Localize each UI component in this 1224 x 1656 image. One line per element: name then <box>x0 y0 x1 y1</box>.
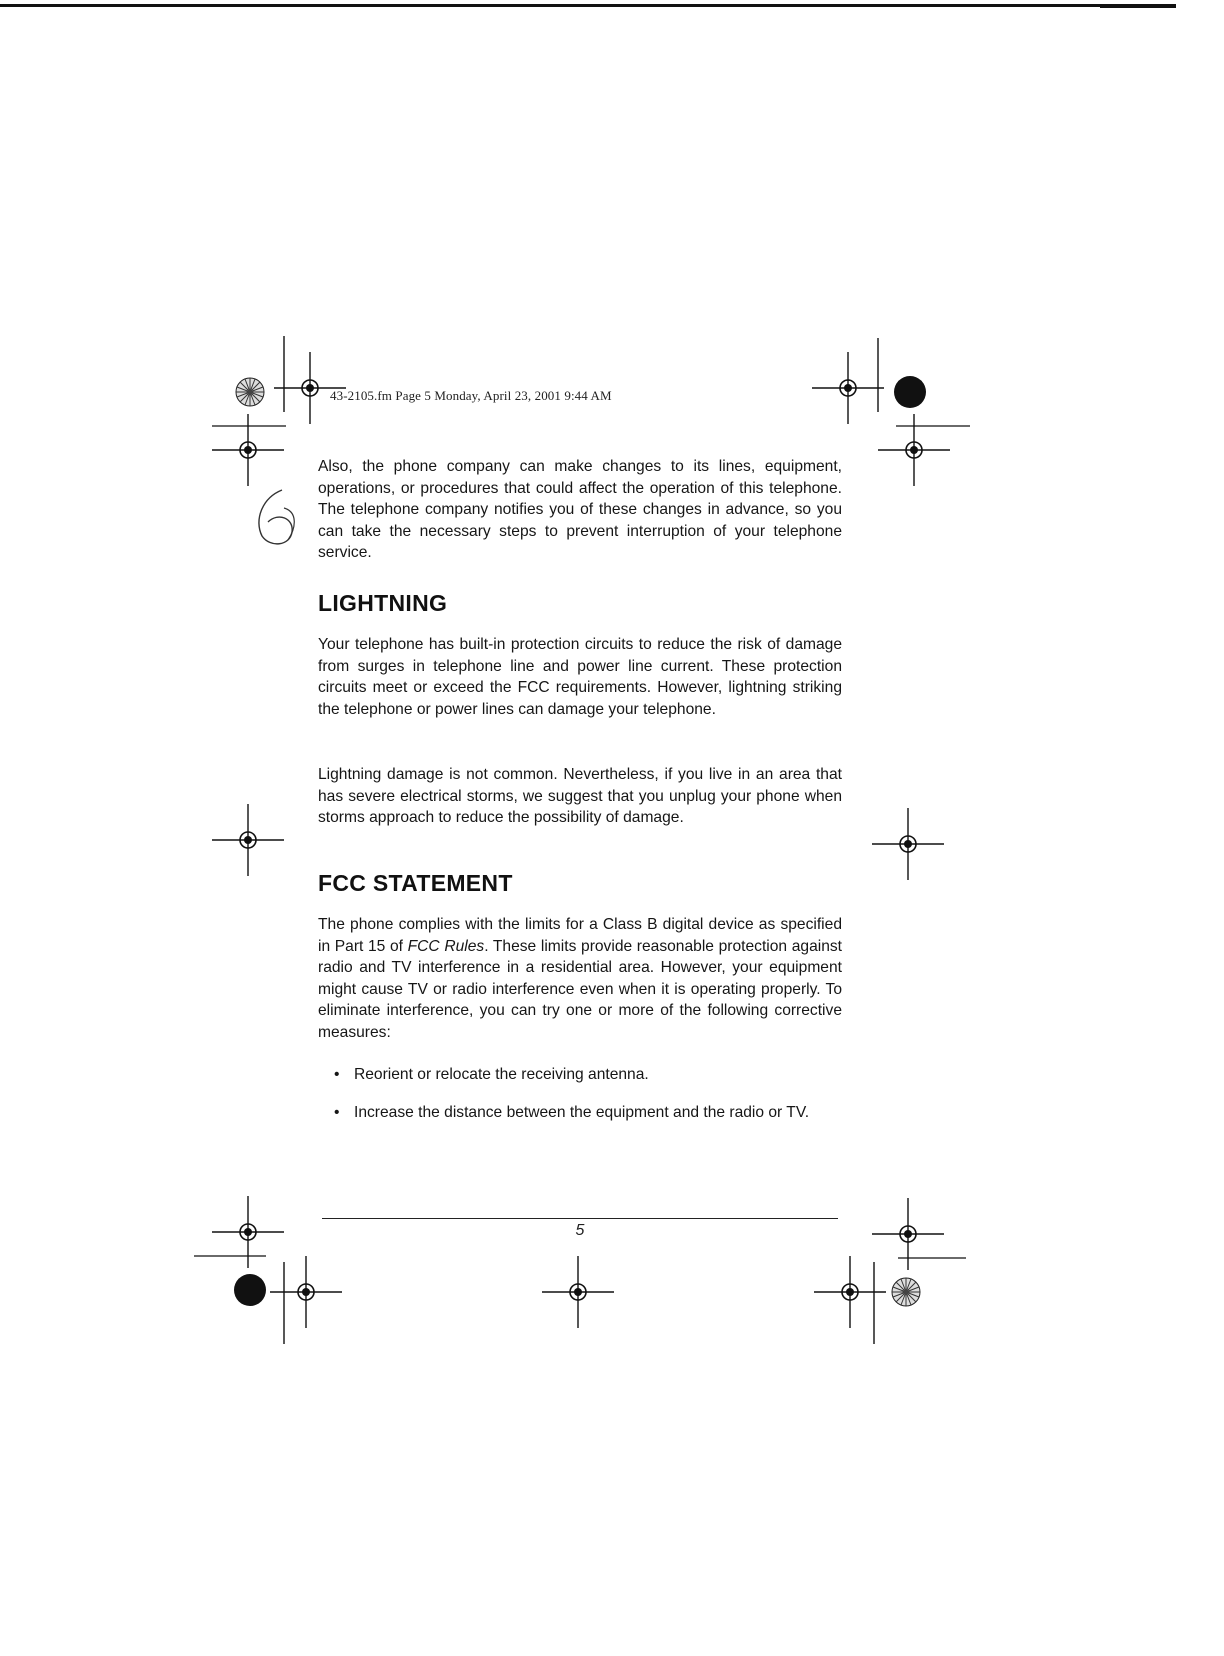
page-number: 5 <box>575 1222 585 1239</box>
bullet-item-increase-distance <box>334 1102 862 1124</box>
fcc-statement-heading: FCC STATEMENT <box>318 870 513 896</box>
crosshair-mark-left-upper <box>212 414 284 486</box>
fcc-text-part-2: . These limits provide reasonable protection against radio and TV interference in a residential area. However, your equipment might cause TV or radio interference even when it is operating properly. To eliminate interference, you can try one or more of the following corrective measures: <box>318 937 843 1041</box>
lightning-paragraph-2: Lightning damage is not common. Nevertheless, if you live in an area that has severe electrical storms, we suggest that you unplug your phone when storms approach to reduce the possibility of damage. <box>318 766 842 826</box>
solid-dot-mark-top-right <box>894 376 926 408</box>
crosshair-mark-middle-right <box>872 808 944 880</box>
crosshair-mark-top-right <box>812 352 884 424</box>
handwritten-mark <box>259 490 292 544</box>
file-info-header: 43-2105.fm Page 5 Monday, April 23, 2001 9:44 AM <box>330 388 612 403</box>
crosshair-mark-right-upper <box>878 414 950 486</box>
solid-dot-mark-bottom-left <box>234 1274 266 1306</box>
intro-paragraph: Also, the phone company can make changes to its lines, equipment, operations, or procedures that could affect the operation of this telephone. The telephone company notifies you of these changes in advance, so you can take the necessary steps to prevent interruption of your telephone service. <box>318 458 842 561</box>
bullet-dot: • <box>334 1066 340 1083</box>
starburst-mark-bottom-right <box>892 1278 920 1306</box>
bullet-dot: • <box>334 1104 340 1121</box>
fcc-text-part-1: The phone complies with the limits for a Class B digital device as specified in Part 15 of <box>318 916 842 955</box>
bullet-item-reorient-antenna <box>334 1064 862 1086</box>
lightning-heading: LIGHTNING <box>318 590 448 616</box>
lightning-paragraph-1: Your telephone has built-in protection circuits to reduce the risk of damage from surges in telephone line and power line current. These protection circuits meet or exceed the FCC requirements. However, lightning striking the telephone or power lines can damage your telephone. <box>318 636 842 718</box>
crosshair-mark-middle-left <box>212 804 284 876</box>
crosshair-mark-bottom-center <box>542 1256 614 1328</box>
fcc-rules-citation: FCC Rules <box>407 937 485 955</box>
bullet-text: Increase the distance between the equipment and the radio or TV. <box>354 1104 810 1121</box>
footer-rule <box>322 1218 838 1219</box>
crosshair-mark-bottom-right <box>814 1256 886 1328</box>
bullet-text: Reorient or relocate the receiving antenna. <box>354 1066 649 1083</box>
crosshair-mark-bottom-left <box>270 1256 342 1328</box>
crosshair-mark-bottom-left-upper <box>212 1196 284 1268</box>
crosshair-mark-bottom-right-upper <box>872 1198 944 1270</box>
starburst-mark-top-left <box>236 378 264 406</box>
fcc-statement-paragraph <box>318 914 842 1043</box>
